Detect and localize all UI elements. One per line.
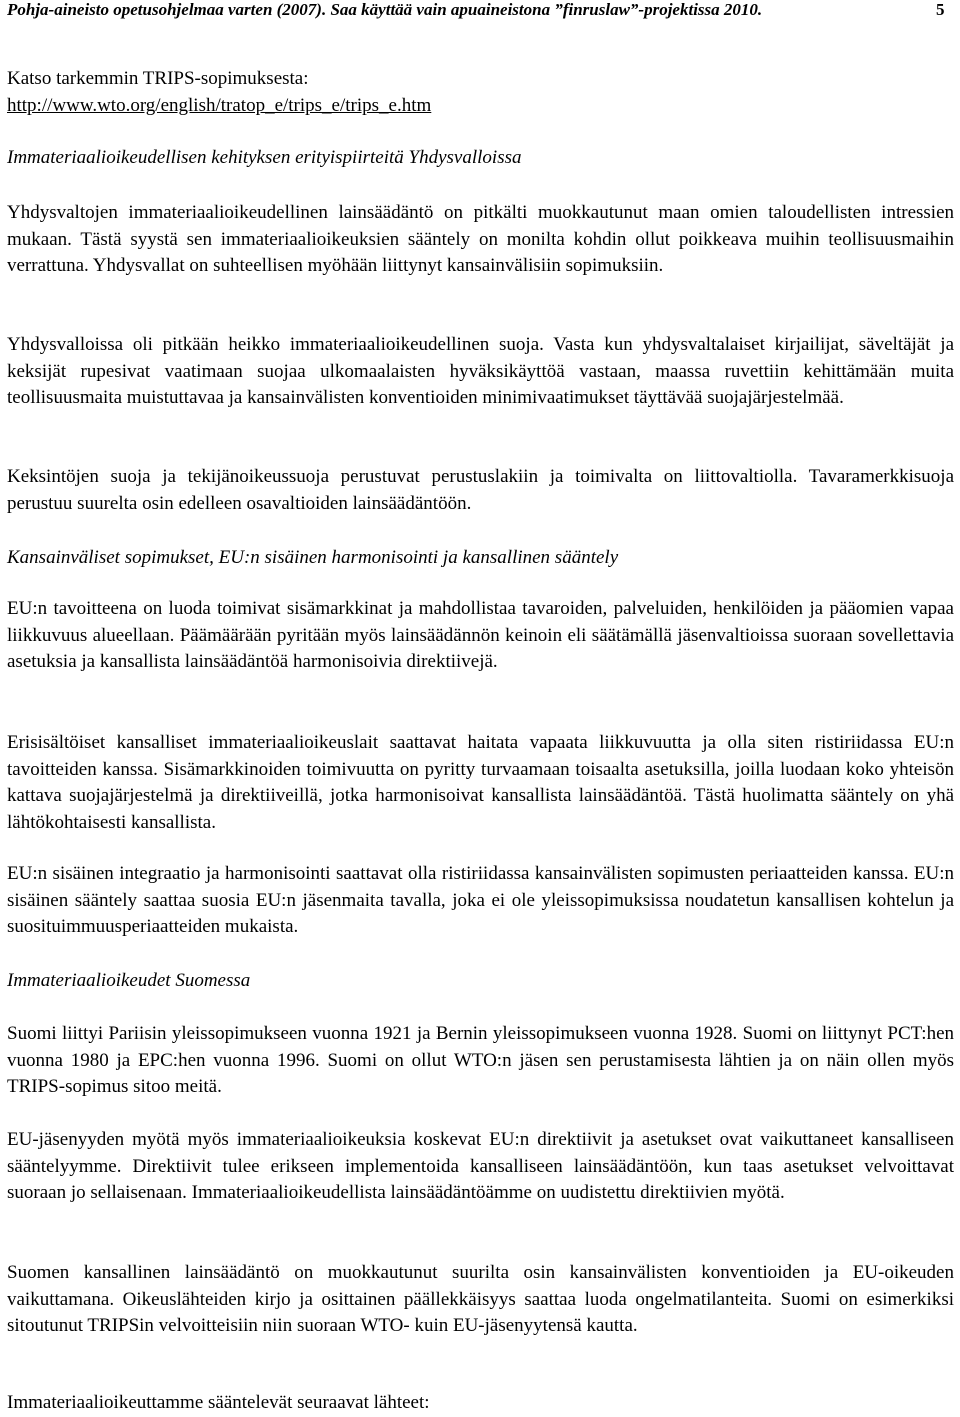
closing-block — [7, 1390, 954, 1417]
section-heading: Immateriaalioikeudellisen kehityksen erityispiirteitä Yhdysvalloissa — [7, 147, 522, 168]
paragraph-text: Suomen kansallinen lainsäädäntö on muokkautunut suurilta osin kansainvälisten konventioiden ja EU-oikeuden vaikuttamana. Oikeuslähteiden kirjo ja osittainen päällekkäisyys saattaa luoda ongelmatilanteita. Suomi on esimerkiksi sitoutunut TRIPSin velvoitteisiin niin suoraan WTO- kuin EU-jäsenyytensä kautta. — [7, 1262, 954, 1336]
closing-text: Immateriaalioikeuttamme sääntelevät seuraavat lähteet: — [7, 1392, 430, 1413]
reference-block — [7, 66, 954, 119]
section-usa — [7, 145, 954, 172]
paragraph-text: Yhdysvaltojen immateriaalioikeudellinen lainsäädäntö on pitkälti muokkautunut maan omien taloudellisten intressien mukaan. Tästä syystä sen immateriaalioikeuksien sääntely on monilta kohdin ollut poikkeava muihin teollisuusmaihin verrattuna. Yhdysvallat on suhteellisen myöhään liittynyt kansainvälisiin sopimuksiin. — [7, 202, 954, 276]
paragraph — [7, 464, 954, 517]
paragraph-text: Yhdysvalloissa oli pitkään heikko immateriaalioikeudellinen suoja. Vasta kun yhdysvaltalaiset kirjailijat, säveltäjät ja keksijät rupesivat vaatimaan suojaa ulkomaalaisten hyväksikäyttöä vastaan, maassa ruvettiin kehittämään muita teollisuusmaita muistuttavaa ja kansainvälisten konventioiden minimivaatimukset täyttävää suojajärjestelmää. — [7, 334, 954, 408]
paragraph-text: Keksintöjen suoja ja tekijänoikeussuoja perustuvat perustuslakiin ja toimivalta on liittovaltiolla. Tavaramerkkisuoja perustuu suurelta osin edelleen osavaltioiden lainsäädäntöön. — [7, 466, 954, 514]
reference-label: Katso tarkemmin TRIPS-sopimuksesta: — [7, 68, 309, 89]
paragraph — [7, 332, 954, 412]
section-heading: Immateriaalioikeudet Suomessa — [7, 970, 251, 991]
trips-link[interactable]: http://www.wto.org/english/tratop_e/trips_e/trips_e.htm — [7, 94, 432, 116]
page-header — [7, 0, 954, 28]
paragraph-text: Erisisältöiset kansalliset immateriaalioikeuslait saattavat haitata vapaata liikkuvuutta ja olla siten ristiriidassa EU:n tavoitteiden kanssa. Sisämarkkinoiden toimivuutta on pyritty turvaamaan toisaalta asetuksilla, joilla luodaan koko yhteisön kattava suojajärjestelmä ja direktiiveillä, jotka harmonisoivat kansallista lainsäädäntöä. Tästä huolimatta sääntely on yhä lähtökohtaisesti kansallista. — [7, 732, 954, 833]
paragraph — [7, 1021, 954, 1101]
paragraph-text: EU:n tavoitteena on luoda toimivat sisämarkkinat ja mahdollistaa tavaroiden, palveluiden, henkilöiden ja pääomien vapaa liikkuvuus alueellaan. Päämäärään pyritään myös lainsäädännön keinoin eli säätämällä jäsenvaltioissa suoraan sovellettavia asetuksia ja kansallista lainsäädäntöä harmonisoivia direktiivejä. — [7, 598, 954, 672]
section-finland — [7, 968, 954, 995]
section-heading: Kansainväliset sopimukset, EU:n sisäinen harmonisointi ja kansallinen sääntely — [7, 547, 619, 568]
paragraph — [7, 861, 954, 941]
paragraph — [7, 596, 954, 676]
section-eu — [7, 545, 954, 572]
paragraph — [7, 200, 954, 280]
paragraph — [7, 1127, 954, 1207]
header-text: Pohja-aineisto opetusohjelmaa varten (2007). Saa käyttää vain apuaineistona ”finruslaw”-projektissa 2010. — [7, 0, 763, 19]
paragraph-text: Suomi liittyi Pariisin yleissopimukseen vuonna 1921 ja Bernin yleissopimukseen vuonna 1928. Suomi on liittynyt PCT:hen vuonna 1980 ja EPC:hen vuonna 1996. Suomi on ollut WTO:n jäsen sen perustamisesta lähtien ja on näin ollen myös TRIPS-sopimus sitoo meitä. — [7, 1023, 954, 1097]
page-number: 5 — [936, 0, 945, 19]
paragraph-text: EU-jäsenyyden myötä myös immateriaalioikeuksia koskevat EU:n direktiivit ja asetukset ovat vaikuttaneet kansalliseen sääntelyymme. Direktiivit tulee erikseen implementoida kansalliseen lainsäädäntöön, kun taas asetukset velvoittavat suoraan jo sellaisenaan. Immateriaalioikeudellista lainsäädäntöämme on uudistettu direktiivien myötä. — [7, 1129, 954, 1203]
paragraph-text: EU:n sisäinen integraatio ja harmonisointi saattavat olla ristiriidassa kansainvälisten sopimusten periaatteiden kanssa. EU:n sisäinen sääntely saattaa suosia EU:n jäsenmaita tavalla, joka ei ole yleissopimuksissa noudatetun kansallisen kohtelun ja suosituimmuusperiaatteiden mukaista. — [7, 863, 954, 937]
paragraph — [7, 1260, 954, 1340]
paragraph — [7, 730, 954, 836]
